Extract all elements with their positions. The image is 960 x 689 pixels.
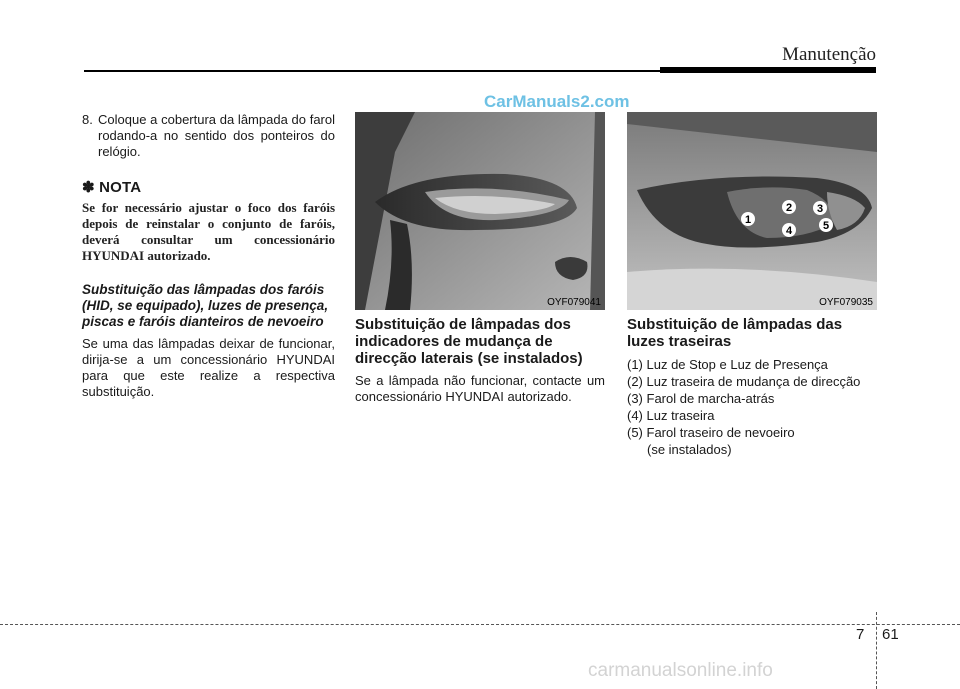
tail-light-drawing: [627, 112, 877, 310]
section-text-side-indicators: Se a lâmpada não funcionar, contacte um concessionário HYUNDAI autorizado.: [355, 373, 605, 404]
section-heading-tail-lights: Substituição de lâmpadas das luzes traseiras: [627, 316, 843, 350]
figure-code: OYF079035: [819, 297, 873, 308]
list-item: (5) Farol traseiro de nevoeiro: [627, 425, 795, 440]
list-item: (2) Luz traseira de mudança de direcção: [627, 374, 861, 389]
side-mirror-drawing: [355, 112, 605, 310]
list-item-sub: [627, 441, 879, 458]
marker-1: 1: [744, 214, 752, 226]
marker-5: 5: [822, 220, 830, 232]
watermark-bottom: carmanualsonline.info: [588, 660, 773, 681]
footer-divider: [876, 612, 877, 689]
section-heading-side-indicators: Substituição de lâmpadas dos indicadores de mudança de direcção laterais (se instalados): [355, 316, 583, 367]
footer-rule: [0, 624, 960, 625]
page-number: 61: [882, 626, 899, 643]
section-text-headlamps: Se uma das lâmpadas deixar de funcionar, dirija-se a um concessionário HYUNDAI para que este realize a respectiva substituição.: [82, 336, 335, 399]
tail-light-list: [627, 356, 879, 458]
list-item: (3) Farol de marcha-atrás: [627, 391, 775, 406]
marker-4: 4: [785, 225, 793, 237]
marker-3: 3: [816, 203, 824, 215]
section-title-headlamps: Substituição das lâmpadas dos faróis (HID, se equipado), luzes de presença, piscas e faróis dianteiros de nevoeiro: [82, 282, 329, 329]
watermark-top: CarManuals2.com: [484, 92, 630, 111]
step-8: [82, 112, 335, 160]
middle-column: [355, 316, 605, 405]
side-mirror-illustration: [355, 112, 605, 310]
chapter-number: 7: [856, 626, 865, 643]
header-rule: [84, 70, 660, 72]
step-text: Coloque a cobertura da lâmpada do farol rodando-a no sentido dos ponteiros do relógio.: [98, 112, 335, 159]
tail-light-illustration: [627, 112, 877, 310]
step-number: 8.: [82, 112, 93, 127]
right-column: [627, 316, 879, 458]
note-text: Se for necessário ajustar o foco dos faróis depois de reinstalar o conjunto de faróis, deverá consultar um concessionário HYUNDAI autorizado.: [82, 200, 335, 263]
figure-code: OYF079041: [547, 297, 601, 308]
list-item: (4) Luz traseira: [627, 408, 715, 423]
marker-2: 2: [785, 202, 793, 214]
left-column: [82, 112, 335, 400]
note-title: ✽ NOTA: [82, 179, 142, 196]
list-item-sub-text: (se instalados): [647, 442, 732, 457]
page-header-title: Manutenção: [782, 44, 876, 65]
header-rule-thick: [660, 67, 876, 73]
list-item: (1) Luz de Stop e Luz de Presença: [627, 357, 828, 372]
